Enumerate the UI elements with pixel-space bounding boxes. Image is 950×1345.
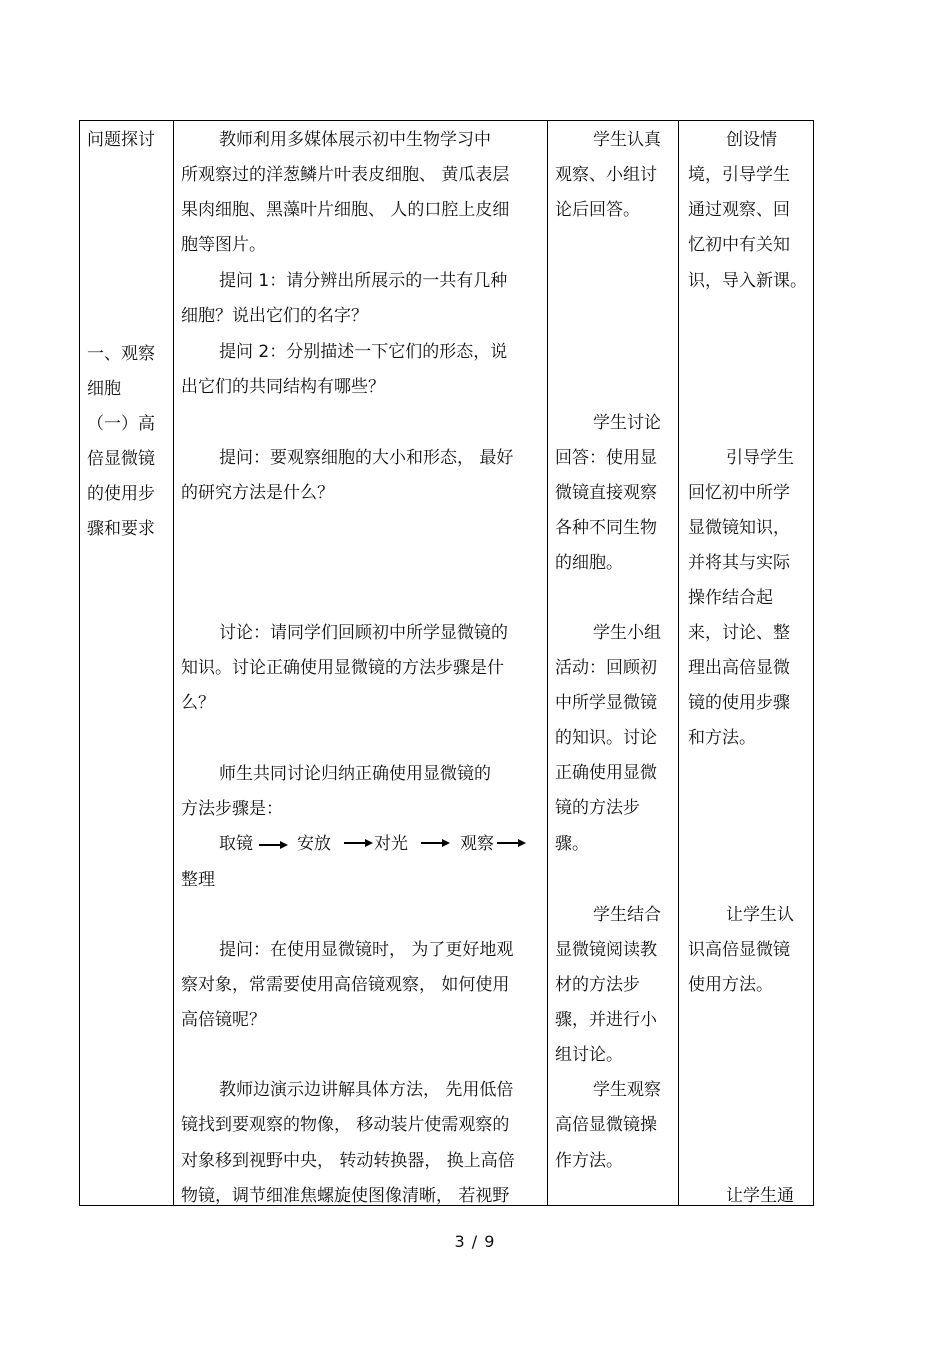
column-divider [678,121,679,1205]
section-title: 倍显微镜 [87,449,155,469]
flow-step: 安放 [297,834,331,854]
teacher-text: 教师利用多媒体展示初中生物学习中 [219,130,491,150]
section-title: 细胞 [87,379,121,399]
teacher-text: 么？ [181,693,215,713]
teacher-text: 胞等图片。 [181,235,266,255]
section-column [87,121,172,1205]
student-text: 学生认真 [593,130,661,150]
section-title: 一、观察 [87,344,155,364]
arrow-right-icon [497,838,527,848]
intent-text: 识高倍显微镜 [688,940,790,960]
student-text: 中所学显微镜 [555,693,657,713]
teacher-text: 提问 1：请分辨出所展示的一共有几种 [219,271,508,291]
student-text: 学生讨论 [593,413,661,433]
student-text: 回答：使用显 [555,448,657,468]
flow-step: 对光 [374,834,408,854]
intent-text: 理出高倍显微 [688,658,790,678]
student-text: 观察、小组讨 [555,165,657,185]
flow-step: 观察 [460,834,494,854]
section-title: 骤和要求 [87,519,155,539]
student-text: 的细胞。 [555,553,623,573]
intent-text: 并将其与实际 [688,553,790,573]
lesson-table [79,120,814,1206]
intent-text: 和方法。 [688,728,756,748]
student-text: 学生小组 [593,623,661,643]
teacher-text: 提问：要观察细胞的大小和形态， 最好 [219,448,514,468]
intent-text: 识，导入新课。 [688,271,807,291]
section-title: （一）高 [87,414,155,434]
teacher-text: 所观察过的洋葱鳞片叶表皮细胞、 黄瓜表层 [181,165,510,185]
teacher-text: 细胞？说出它们的名字？ [181,306,368,326]
section-title: 的使用步 [87,484,155,504]
arrow-right-icon [344,838,374,848]
teacher-text: 师生共同讨论归纳正确使用显微镜的 [219,764,491,784]
teacher-activity-column [181,121,545,1205]
intent-text: 回忆初中所学 [688,483,790,503]
teacher-text: 镜找到要观察的物像， 移动装片使需观察的 [181,1115,510,1135]
student-text: 作方法。 [555,1151,623,1171]
intent-text: 镜的使用步骤 [688,693,790,713]
teacher-text: 出它们的共同结构有哪些？ [181,377,385,397]
section-title: 问题探讨 [87,130,155,150]
arrow-right-icon [421,838,451,848]
intent-text: 让学生通 [726,1186,794,1205]
teacher-text: 的研究方法是什么？ [181,483,334,503]
page-number: 3 / 9 [454,1232,496,1251]
student-text: 显微镜阅读教 [555,940,657,960]
student-text: 论后回答。 [555,200,640,220]
teacher-text: 物镜，调节细准焦螺旋使图像清晰， 若视野 [181,1186,510,1205]
student-text: 学生观察 [593,1080,661,1100]
teacher-text: 提问：在使用显微镜时， 为了更好地观 [219,940,514,960]
intent-text: 创设情 [726,130,777,150]
intent-text: 通过观察、回 [688,200,790,220]
flow-step: 整理 [181,870,215,890]
student-text: 学生结合 [593,905,661,925]
teacher-text: 教师边演示边讲解具体方法， 先用低倍 [219,1080,514,1100]
column-divider [547,121,548,1205]
teacher-text: 知识。讨论正确使用显微镜的方法步骤是什 [181,658,504,678]
student-text: 正确使用显微 [555,763,657,783]
student-text: 组讨论。 [555,1045,623,1065]
intent-text: 引导学生 [726,448,794,468]
intent-text: 让学生认 [726,905,794,925]
student-text: 的知识。讨论 [555,728,657,748]
teacher-text: 察对象，常需要使用高倍镜观察， 如何使用 [181,975,510,995]
student-text: 活动：回顾初 [555,658,657,678]
intent-text: 境，引导学生 [688,165,790,185]
student-text: 骤，并进行小 [555,1010,657,1030]
teacher-text: 果肉细胞、黑藻叶片细胞、 人的口腔上皮细 [181,200,510,220]
student-text: 微镜直接观察 [555,483,657,503]
student-activity-column [555,121,677,1205]
intent-text: 显微镜知识， [688,518,790,538]
column-divider [173,121,174,1205]
intent-text: 来，讨论、整 [688,623,790,643]
teacher-text: 讨论：请同学们回顾初中所学显微镜的 [219,623,508,643]
teacher-text: 提问 2：分别描述一下它们的形态，说 [219,342,508,362]
student-text: 骤。 [555,834,589,854]
student-text: 镜的方法步 [555,798,640,818]
design-intent-column [688,121,813,1205]
flow-step: 取镜 [219,834,253,854]
intent-text: 操作结合起 [688,588,773,608]
teacher-text: 高倍镜呢？ [181,1010,266,1030]
teacher-text: 对象移到视野中央， 转动转换器， 换上高倍 [181,1151,515,1171]
intent-text: 使用方法。 [688,975,773,995]
student-text: 材的方法步 [555,975,640,995]
arrow-right-icon [259,840,289,850]
teacher-text: 方法步骤是： [181,799,283,819]
student-text: 各种不同生物 [555,518,657,538]
student-text: 高倍显微镜操 [555,1115,657,1135]
intent-text: 忆初中有关知 [688,235,790,255]
